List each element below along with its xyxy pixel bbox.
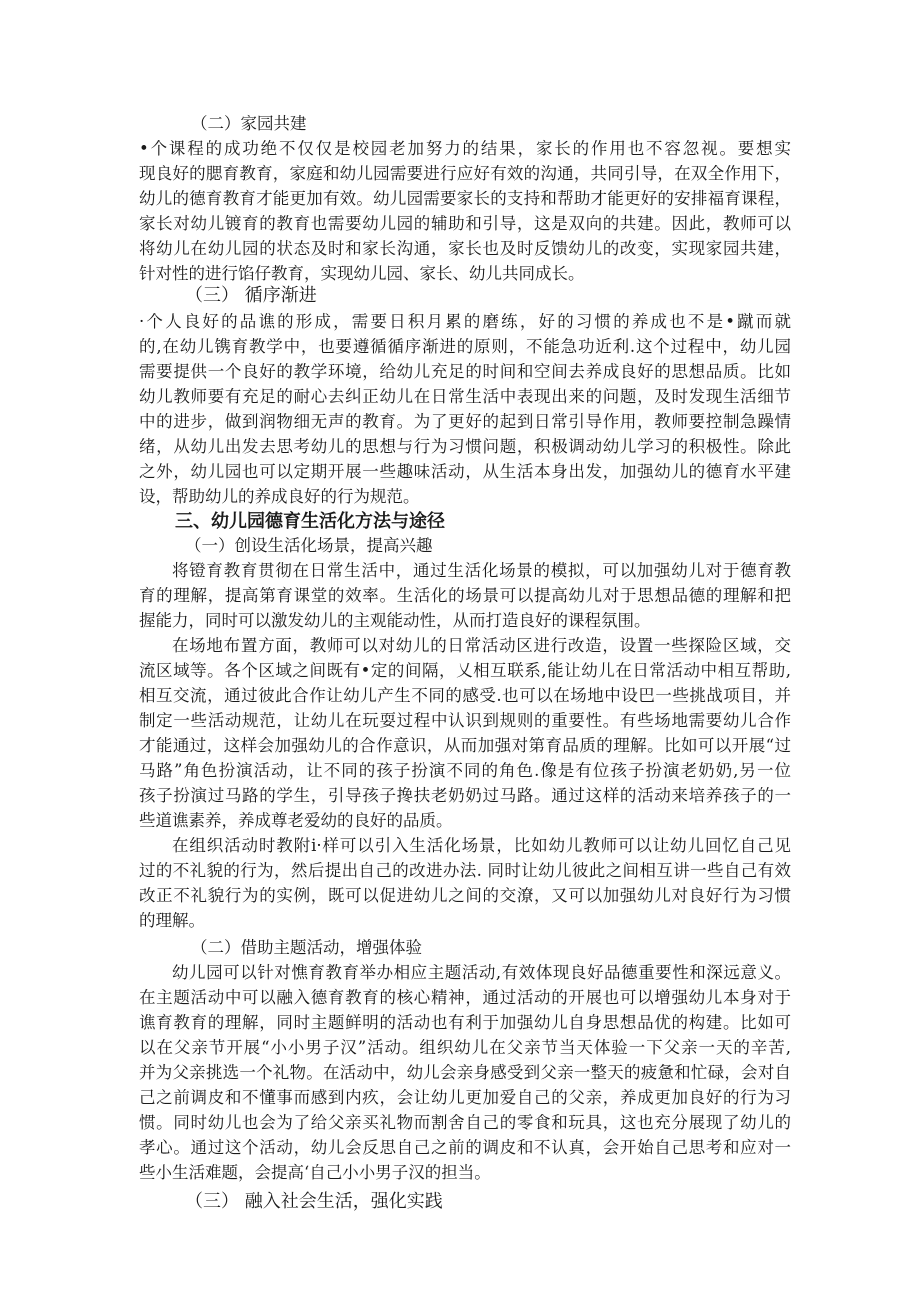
text-line: 将镫育教育贯彻在日常生活中，通过生活化场景的模拟，可以加强幼儿对于德育教 xyxy=(172,561,791,580)
text-line: 过的不礼貌的行为，然后提出自己的改进办法. 同时让幼儿彼此之间相互讲一些自己有效 xyxy=(139,861,791,880)
section-title-home-school: （二）家园共建 xyxy=(191,114,307,133)
text-line: 在组织活动时教附i·样可以引入生活化场景，比如幼儿教师可以让幼儿回忆自己见 xyxy=(172,836,791,855)
text-line: 绪，从幼儿出发去思考幼儿的思想与行为习惯问题，积极调动幼儿学习的积极性。除此 xyxy=(139,437,791,456)
text-line: 并为父亲挑选一个礼物。在活动中，幼儿会亲身感受到父亲一整天的疲惫和忙碌，会对自 xyxy=(139,1063,791,1082)
text-line: ·个人良好的品谯的形成，需要日积月累的磨练，好的习惯的养成也不是•蹴而就 xyxy=(139,312,791,331)
text-line: 幼儿教师要有充足的耐心去纠正幼儿在日常生活中表现出来的问题，及时发现生活细节 xyxy=(139,387,791,406)
text-line: 些小生活难题，会提高‘自己小小男子汉的担当。 xyxy=(139,1163,491,1182)
text-line: 现良好的腮育教育，家庭和幼儿园需要进行应好有效的沟通，共同引导，在双全作用下， xyxy=(139,164,791,183)
section-title-gradual: （三） 循序渐进 xyxy=(185,285,317,306)
text-line: 惯。同时幼儿也会为了给父亲买礼物而割舍自己的零食和玩具，这也充分展现了幼儿的 xyxy=(139,1113,791,1132)
text-line: •个课程的成功绝不仅仅是校园老加努力的结果，家长的作用也不容忽视。要想实 xyxy=(139,139,791,158)
text-line: 幼儿的德育教育才能更加有效。幼儿园需要家长的支持和帮助才能更好的安排福育课程， xyxy=(139,189,791,208)
text-line: 马路”角色扮演活动，让不同的孩子扮演不同的角色.像是有位孩子扮演老奶奶,另一位 xyxy=(139,761,791,780)
text-line: 在场地布置方面，教师可以对幼儿的日常活动区进行改造，设置一些探险区域，交 xyxy=(172,636,791,655)
text-line: 的理解。 xyxy=(139,911,205,930)
text-line: 幼儿园可以针对憔育教育举办相应主题活动,有效体现良好品德重要性和深远意义。 xyxy=(172,963,791,982)
text-line: 孩子扮演过马路的学生，引导孩子搀扶老奶奶过马路。通过这样的活动来培养孩子的一 xyxy=(139,786,791,805)
text-line: 在主题活动中可以融入德育教育的核心精神，通过活动的开展也可以增强幼儿本身对于 xyxy=(139,988,791,1007)
text-line: 以在父亲节开展“小小男子汉”活动。组织幼儿在父亲节当天体验一下父亲一天的辛苦, xyxy=(139,1038,791,1057)
section-title-methods: 三、幼儿园德育生活化方法与途径 xyxy=(175,511,445,532)
text-line: 需要提供一个良好的教学环境，给幼儿充足的时间和空间去养成良好的思想品质。比如 xyxy=(139,362,791,381)
text-line: 握能力，同时可以激发幼儿的主观能动性，从而打造良好的课程氛围。 xyxy=(139,611,651,630)
text-line: 改正不礼貌行为的实例，既可以促进幼儿之间的交潦，又可以加强幼儿对良好行为习惯 xyxy=(139,886,791,905)
text-line: 育的理解，提高第育课堂的效率。生活化的场景可以提高幼儿对于思想品德的理解和把 xyxy=(139,586,791,605)
text-line: 孝心。通过这个活动，幼儿会反思自己之前的调皮和不认真，会开始自己思考和应对一 xyxy=(139,1138,791,1157)
text-line: 针对性的进行馅仔教育，实现幼儿园、家长、幼儿共同成长。 xyxy=(139,264,585,283)
text-line: 相互交流，通过彼此合作让幼儿产生不同的感受.也可以在场地中设巴一些挑战项目，并 xyxy=(139,686,791,705)
text-line: 制定一些活动规范，让幼儿在玩耍过程中认识到规则的重要性。有些场地需要幼儿合作 xyxy=(139,711,791,730)
subsection-title-social: （三） 融入社会生活，强化实践 xyxy=(185,1191,443,1212)
text-line: 中的进步，做到润物细无声的教育。为了更好的起到日常引导作用，教师要控制急躁情 xyxy=(139,412,791,431)
text-line: 谯育教育的理解，同时主题鲜明的活动也有利于加强幼儿自身思想品优的构建。比如可 xyxy=(139,1013,791,1032)
text-line: 之外，幼儿园也可以定期开展一些趣味活动，从生活本身出发，加强幼儿的德育水平建 xyxy=(139,462,791,481)
text-line: 家长对幼儿镀育的教育也需要幼儿园的辅助和引导，这是双向的共建。因此，教师可以 xyxy=(139,214,791,233)
subsection-title-themed: （二）借助主题活动，增强体验 xyxy=(191,938,422,957)
subsection-title-scenes: （一）创设生活化场景，提高兴趣 xyxy=(185,536,433,555)
text-line: 设，帮助幼儿的养成良好的行为规范。 xyxy=(139,487,420,506)
text-line: 些道谯素养，养成尊老爱幼的良好的品质。 xyxy=(139,811,453,830)
text-line: 的,在幼儿镌育教学中，也要遵循循序渐进的原则，不能急功近利.这个过程中，幼儿园 xyxy=(139,337,791,356)
text-line: 己之前调皮和不懂事而感到内疚，会让幼儿更加爱自己的父亲，养成更加良好的行为习 xyxy=(139,1088,791,1107)
text-line: 才能通过，这样会加强幼儿的合作意识，从而加强对第育品质的理解。比如可以开展“过 xyxy=(139,736,791,755)
text-line: 将幼儿在幼儿园的状态及时和家长沟通，家长也及时反馈幼儿的改变，实现家园共建， xyxy=(139,239,791,258)
text-line: 流区域等。各个区域之间既有•定的间隔，乂相互联系,能让幼儿在日常活动中相互帮助, xyxy=(139,661,791,680)
